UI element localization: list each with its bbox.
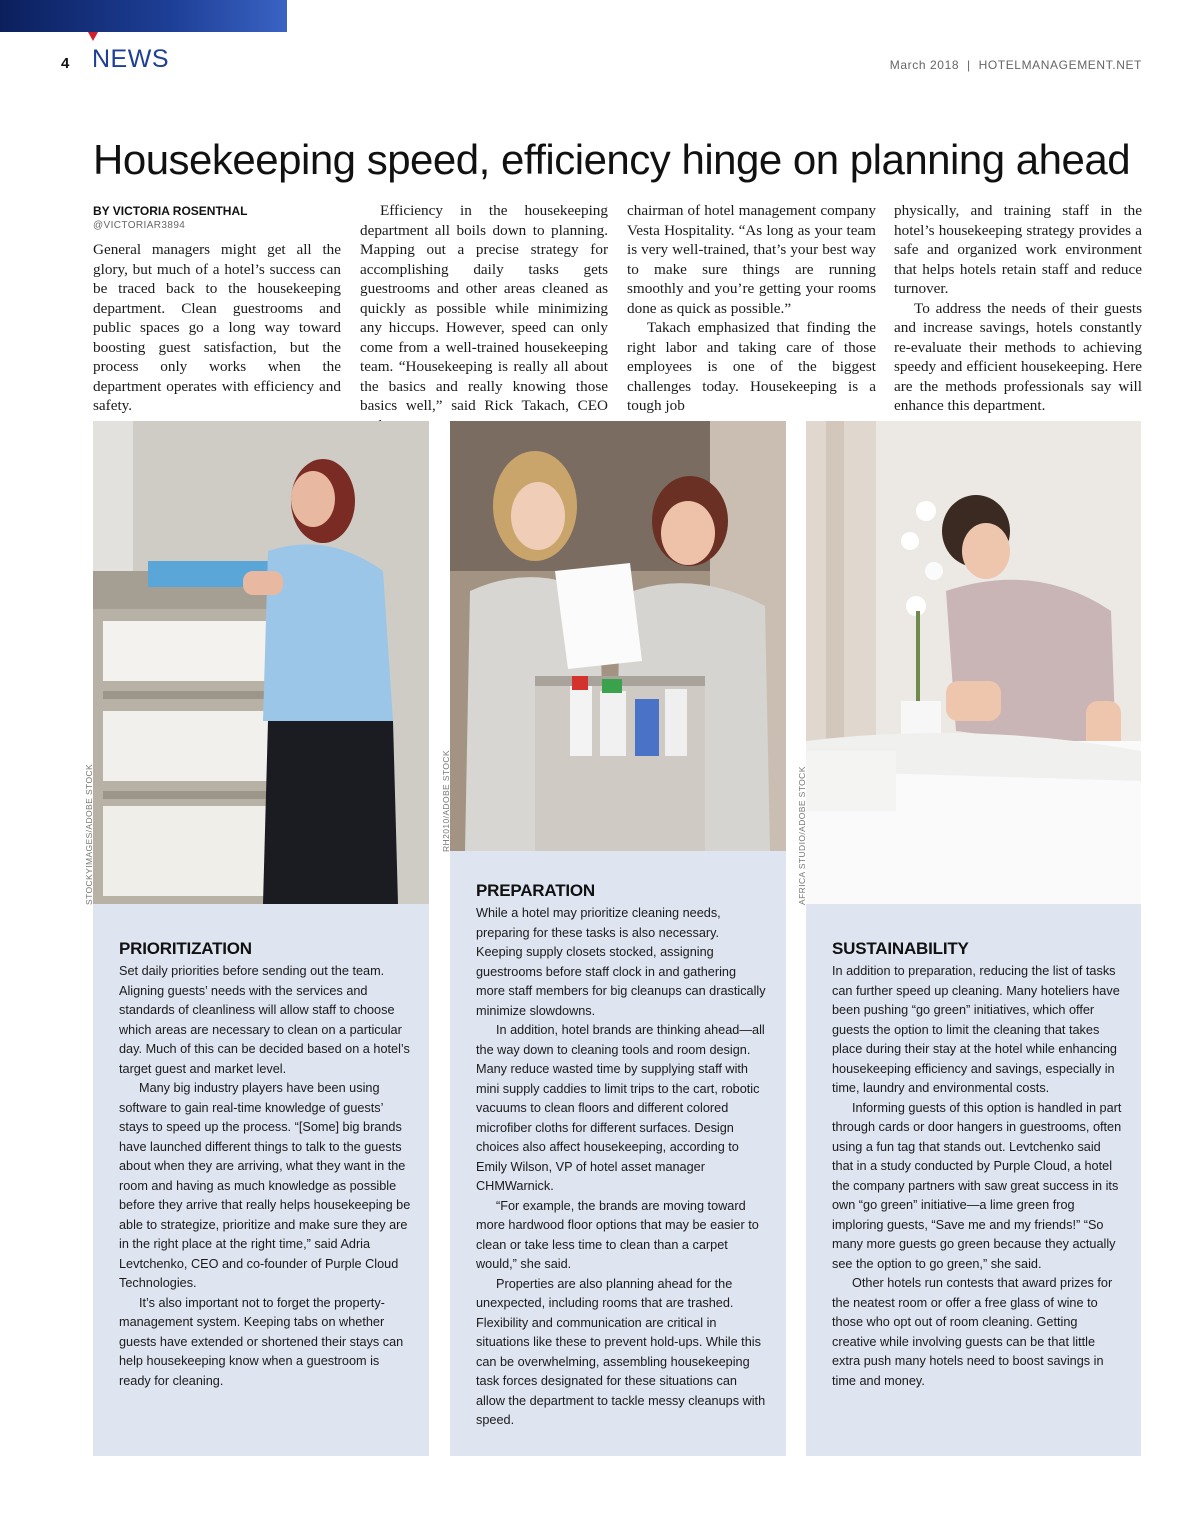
paragraph: physically, and training staff in the hotel’s housekeeping strategy provides a safe and organized work environment that helps hotels retain staff and reduce turnover. bbox=[894, 202, 1142, 297]
paragraph: Other hotels run contests that award prizes for the neatest room or offer a free glass of wine to those who opt out of room cleaning. Getting creative while involving guests can be that little extra push many hotels need to boost savings in time and money. bbox=[832, 1276, 1113, 1388]
section-label: NEWS bbox=[92, 45, 169, 73]
paragraph: Many big industry players have been using software to gain real-time knowledge of guests’ stays to speed up the process. “[Some] big brands have launched different things to talk to the guests about when they are arriving, what they want in the room and having as much knowledge as possible before they arrive that really helps housekeeping be able to strategize, prioritize and make sure they are in the right place at the right time,” said Adria Levtchenko, CEO and co-founder of Purple Cloud Technologies. bbox=[119, 1081, 411, 1290]
sidebar-title: PRIORITIZATION bbox=[119, 939, 252, 958]
photo-housekeepers-with-cart bbox=[450, 421, 786, 851]
sidebar-sustainability bbox=[832, 937, 1124, 1391]
author-handle: @VICTORIAR3894 bbox=[93, 220, 186, 231]
article-column-1 bbox=[93, 240, 341, 416]
issue-and-site bbox=[890, 58, 1142, 72]
photo-housekeeper-linen-cart bbox=[93, 421, 429, 904]
top-color-bar bbox=[0, 0, 287, 32]
photo-illustration bbox=[806, 421, 1141, 904]
sidebar-preparation bbox=[476, 879, 768, 1431]
sidebar-title: PREPARATION bbox=[476, 881, 596, 900]
paragraph: In addition, hotel brands are thinking ahead—all the way down to cleaning tools and room design. Many reduce wasted time by supplying staff with mini supply caddies to limit trips to the cart, robotic vacuums to clean floors and different colored microfiber cloths for different surfaces. Design choices also affect housekeeping, according to Emily Wilson, VP of hotel asset manager CHMWarnick. bbox=[476, 1023, 765, 1193]
paragraph: Properties are also planning ahead for the unexpected, including rooms that are trashed. Flexibility and communication are critical in situations like these to prevent hold-ups. While this can be overwhelming, assembling housekeeping task forces designated for these situations can allow the department to tackle messy cleanups with speed. bbox=[476, 1276, 766, 1427]
photo-illustration bbox=[450, 421, 786, 851]
article-column-4 bbox=[894, 201, 1142, 416]
paragraph: Takach emphasized that finding the right labor and taking care of those employees is one of the biggest challenges today. Housekeeping is a tough job bbox=[627, 319, 876, 414]
paragraph: General managers might get all the glory, but much of a hotel’s success can be traced back to the housekeeping department. Clean guestrooms and public spaces go a long way toward boosting guest satisfaction, but the process only works when the department operates with efficiency and safety. bbox=[93, 241, 341, 414]
issue-text: March 2018 | HOTELMANAGEMENT.NET bbox=[889, 58, 1142, 72]
headline: Housekeeping speed, efficiency hinge on planning ahead bbox=[93, 136, 1131, 183]
sidebar-prioritization bbox=[119, 937, 411, 1391]
paragraph: “For example, the brands are moving toward more hardwood floor options that may be easier to clean or take less time to clean than a carpet would,” she said. bbox=[476, 1198, 759, 1271]
photo-credit-1: STOCKYIMAGES/ADOBE STOCK bbox=[84, 763, 94, 905]
article-column-2 bbox=[360, 201, 608, 435]
paragraph: Set daily priorities before sending out the team. Aligning guests’ needs with the services and standards of cleanliness will allow staff to choose which areas are necessary to clean on a particular day. Much of this can be decided based on a hotel’s target guest and market level. bbox=[119, 964, 410, 1076]
sidebar-title: SUSTAINABILITY bbox=[832, 939, 969, 958]
article-column-3 bbox=[627, 201, 876, 416]
photo-illustration bbox=[93, 421, 429, 904]
photo-credit-2: RH2010/ADOBE STOCK bbox=[441, 750, 451, 852]
photo-credit-3: AFRICA STUDIO/ADOBE STOCK bbox=[797, 766, 807, 905]
byline: BY VICTORIA ROSENTHAL bbox=[93, 204, 248, 218]
photo-housekeeper-making-bed bbox=[806, 421, 1141, 904]
page-number: 4 bbox=[61, 55, 70, 72]
paragraph: While a hotel may prioritize cleaning needs, preparing for these tasks is also necessary. Keeping supply closets stocked, assigning guestrooms before staff clock in and gathering more staff members for big cleanups can drastically minimize slowdowns. bbox=[476, 906, 766, 1018]
paragraph: Informing guests of this option is handled in part through cards or door hangers in guestrooms, often using a fun tag that stands out. Levtchenko said that in a study conducted by Purple Cloud, a hotel the company partners with saw great success in its own “go green” initiative—a lime green frog imploring guests, “Save me and my friends!” “So many more guests go green because they actually see the option to go green,” she said. bbox=[832, 1100, 1122, 1271]
paragraph: chairman of hotel management company Vesta Hospitality. “As long as your team is very well-trained, that’s your best way to make sure things are running smoothly and you’re getting your rooms done as quick as possible.” bbox=[627, 202, 876, 317]
paragraph: Efficiency in the housekeeping department all boils down to planning. Mapping out a precise strategy for accomplishing daily tasks gets guestrooms and other areas cleaned as quickly as possible while minimizing any hiccups. However, speed can only come from a well-trained housekeeping team. “Housekeeping is really all about the basics and really knowing those basics well,” said Rick Takach, CEO bbox=[360, 202, 608, 414]
paragraph: In addition to preparation, reducing the list of tasks can further speed up cleaning. Many hoteliers have been pushing “go green” initiatives, which offer guests the option to limit the cleaning that takes place during their stay at the hotel while enhancing housekeeping efficiency and savings, especially in time, laundry and environmental costs. bbox=[832, 964, 1120, 1095]
red-tick-mark bbox=[88, 32, 98, 41]
paragraph: To address the needs of their guests and increase savings, hotels constantly re-evaluate their methods to achieving speedy and efficient housekeeping. Here are the methods professionals say will enhance this department. bbox=[894, 299, 1142, 414]
paragraph: It’s also important not to forget the property-management system. Keeping tabs on whether guests have extended or shortened their stays can help housekeeping know when a guestroom is ready for cleaning. bbox=[119, 1295, 404, 1388]
